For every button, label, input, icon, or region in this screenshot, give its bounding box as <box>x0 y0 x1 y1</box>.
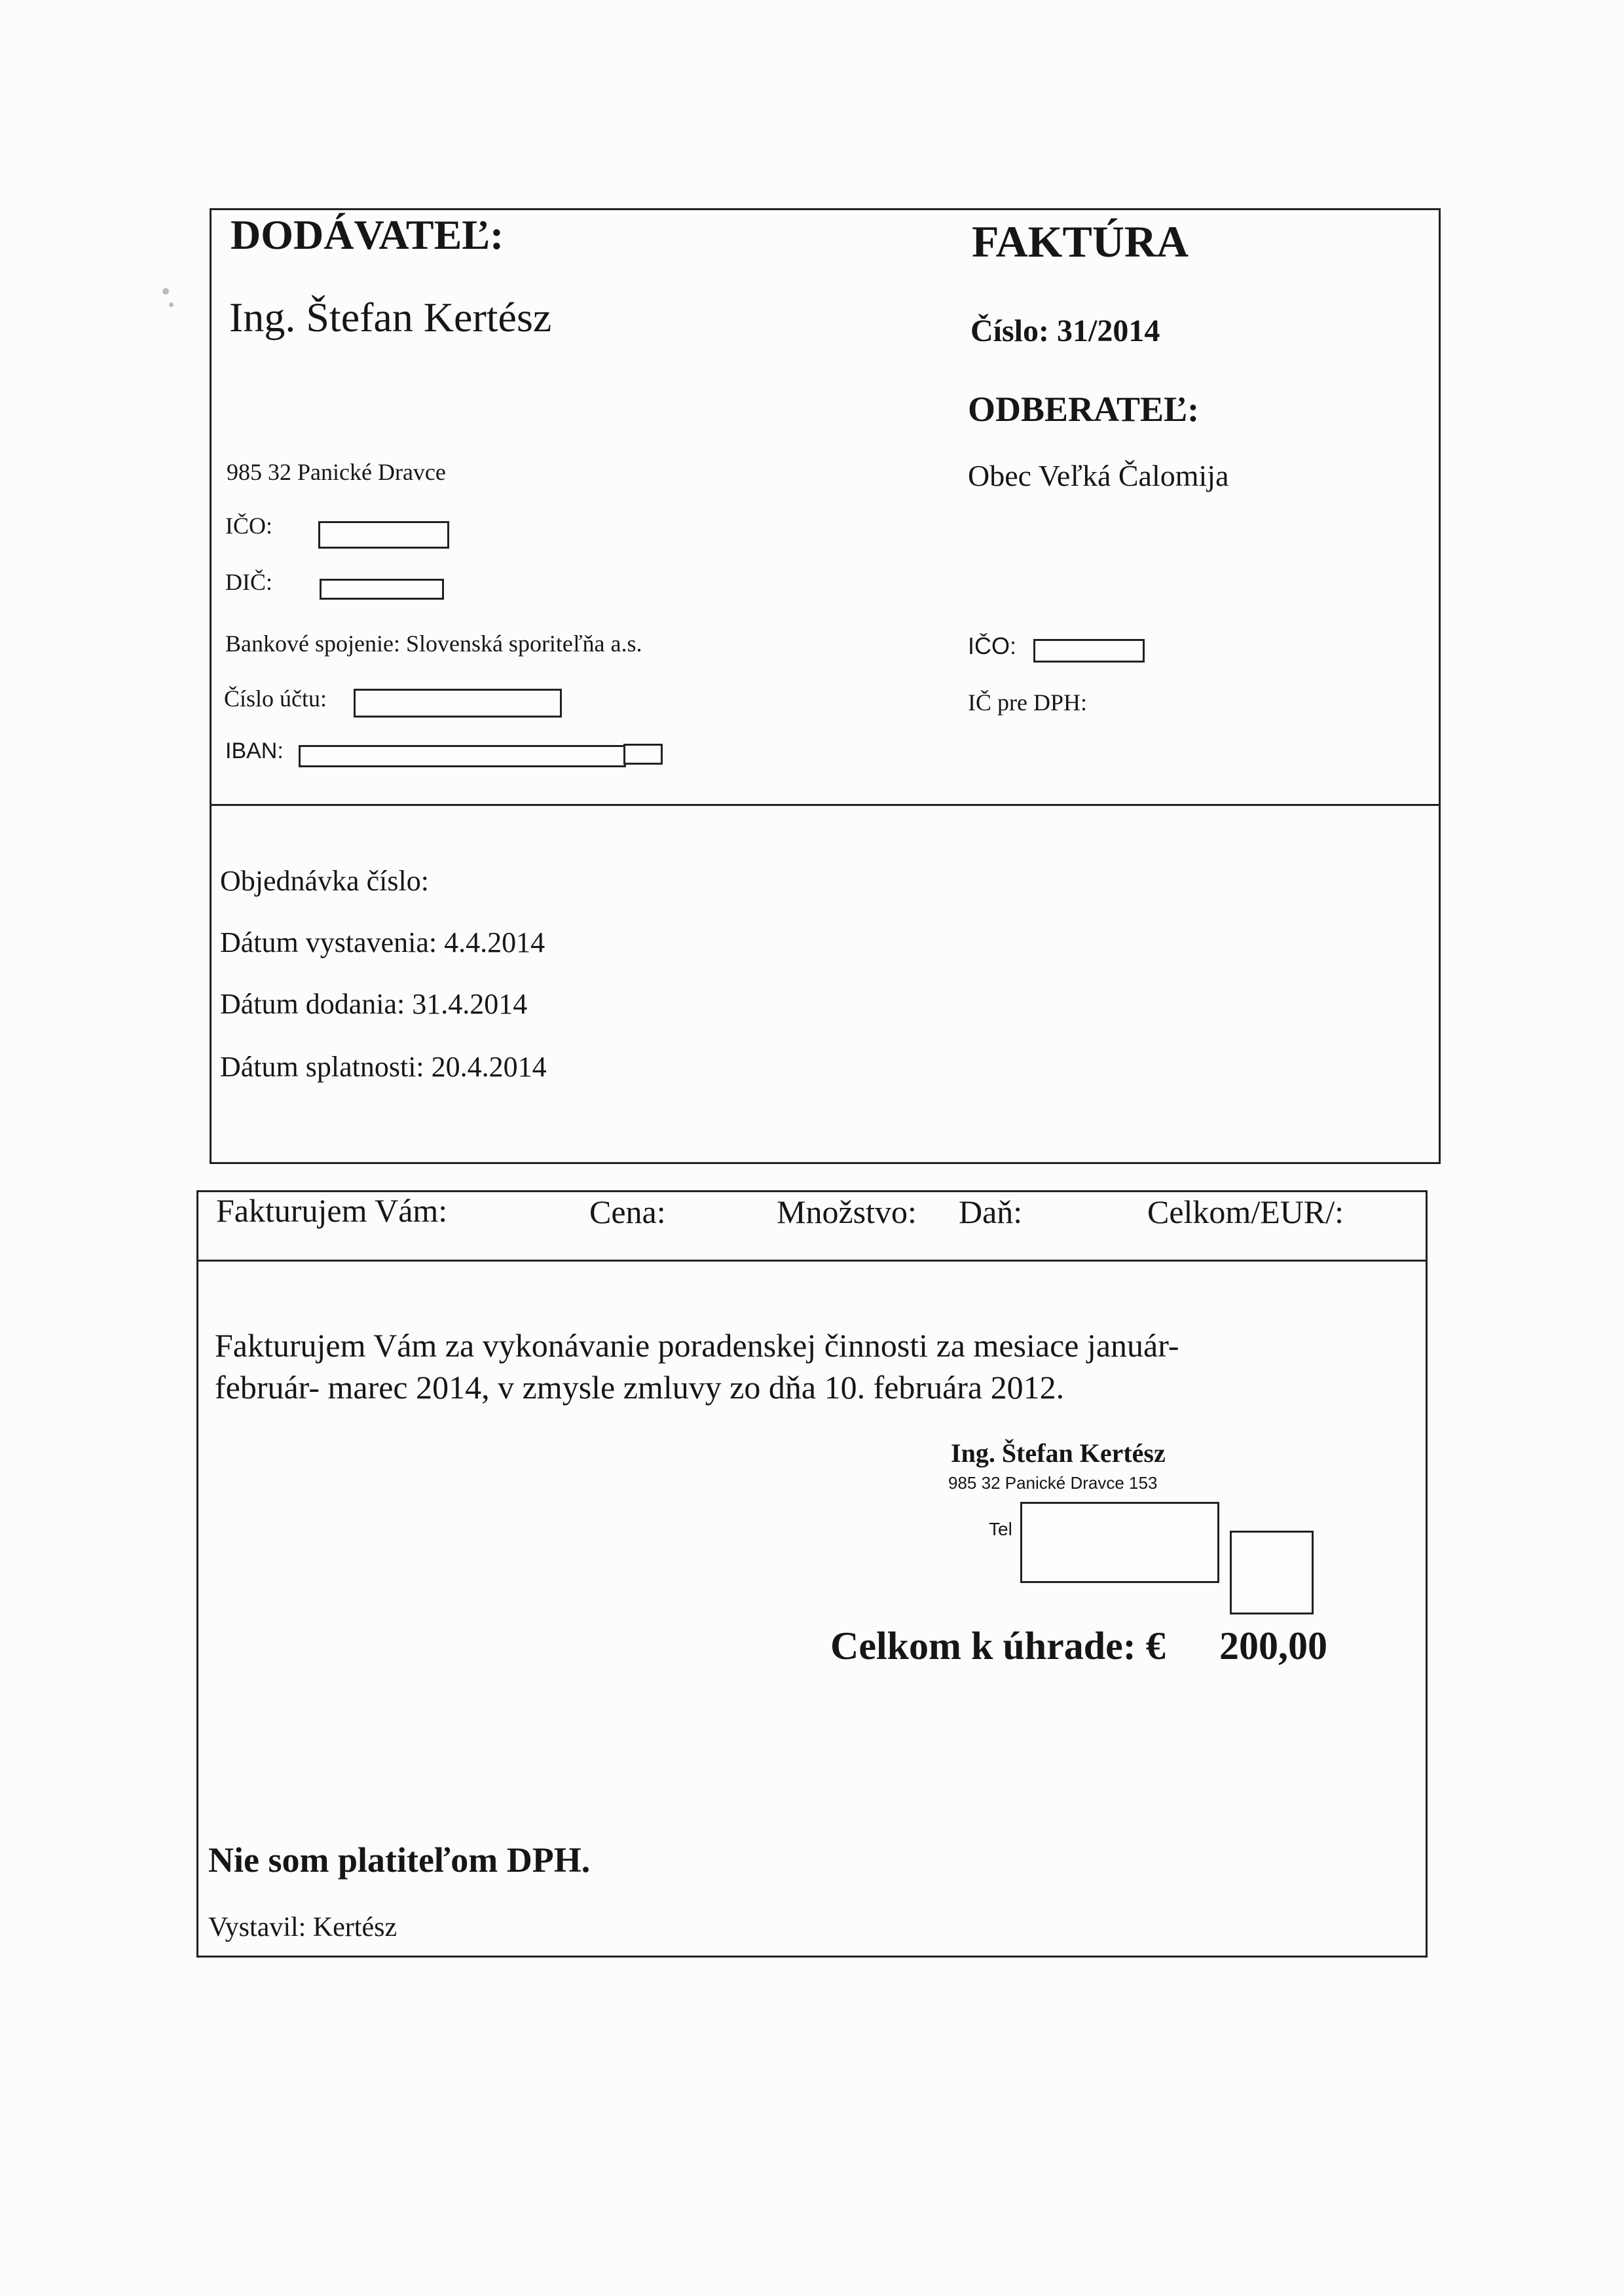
header-divider <box>210 804 1441 806</box>
supplier-heading: DODÁVATEĽ: <box>231 211 504 258</box>
supplier-name: Ing. Štefan Kertész <box>229 294 552 340</box>
customer-ic-dph-label: IČ pre DPH: <box>968 689 1087 716</box>
scan-speck <box>169 302 174 307</box>
supplier-bank: Bankové spojenie: Slovenská sporiteľňa a.s. <box>225 630 642 657</box>
issued-by: Vystavil: Kertész <box>208 1912 397 1942</box>
stamp-tel-label: Tel <box>989 1519 1012 1539</box>
col-tax: Daň: <box>959 1194 1023 1230</box>
scan-speck <box>162 288 169 295</box>
invoice-title: FAKTÚRA <box>972 217 1189 266</box>
supplier-ico-label: IČO: <box>225 513 272 539</box>
col-total: Celkom/EUR/: <box>1147 1194 1344 1230</box>
col-quantity: Množstvo: <box>777 1194 917 1230</box>
col-price: Cena: <box>589 1194 666 1230</box>
redacted-dic <box>320 579 444 600</box>
supplier-iban-label: IBAN: <box>225 738 284 763</box>
redacted-ico <box>318 521 449 549</box>
col-description: Fakturujem Vám: <box>216 1192 448 1229</box>
items-header-divider <box>196 1260 1428 1262</box>
stamp-address: 985 32 Panické Dravce 153 <box>948 1473 1158 1493</box>
supplier-address: 985 32 Panické Dravce <box>227 459 446 485</box>
service-description-line-1: Fakturujem Vám za vykonávanie poradenskej činnosti za mesiace január- <box>215 1327 1179 1364</box>
vat-note: Nie som platiteľom DPH. <box>208 1840 591 1880</box>
customer-ico-label: IČO: <box>968 632 1017 659</box>
issue-date: Dátum vystavenia: 4.4.2014 <box>220 926 545 958</box>
redacted-account <box>354 689 562 718</box>
redacted-iban <box>299 745 626 767</box>
redacted-customer-ico <box>1033 639 1145 663</box>
redacted-iban-suffix <box>623 744 663 765</box>
header-box <box>210 208 1441 1164</box>
due-date: Dátum splatnosti: 20.4.2014 <box>220 1051 547 1083</box>
total-amount: 200,00 <box>1219 1624 1327 1667</box>
redacted-signature <box>1230 1531 1314 1614</box>
supplier-account-label: Číslo účtu: <box>224 685 327 712</box>
order-number: Objednávka číslo: <box>220 865 429 897</box>
invoice-number: Číslo: 31/2014 <box>970 314 1160 348</box>
service-description-line-2: február- marec 2014, v zmysle zmluvy zo dňa 10. februára 2012. <box>215 1369 1065 1406</box>
redacted-stamp-contact <box>1020 1502 1219 1583</box>
customer-name: Obec Veľká Čalomija <box>968 459 1229 492</box>
delivery-date: Dátum dodania: 31.4.2014 <box>220 988 528 1020</box>
total-label: Celkom k úhrade: € <box>830 1624 1166 1667</box>
stamp-name: Ing. Štefan Kertész <box>951 1438 1166 1468</box>
supplier-dic-label: DIČ: <box>225 569 272 595</box>
customer-heading: ODBERATEĽ: <box>968 390 1200 429</box>
